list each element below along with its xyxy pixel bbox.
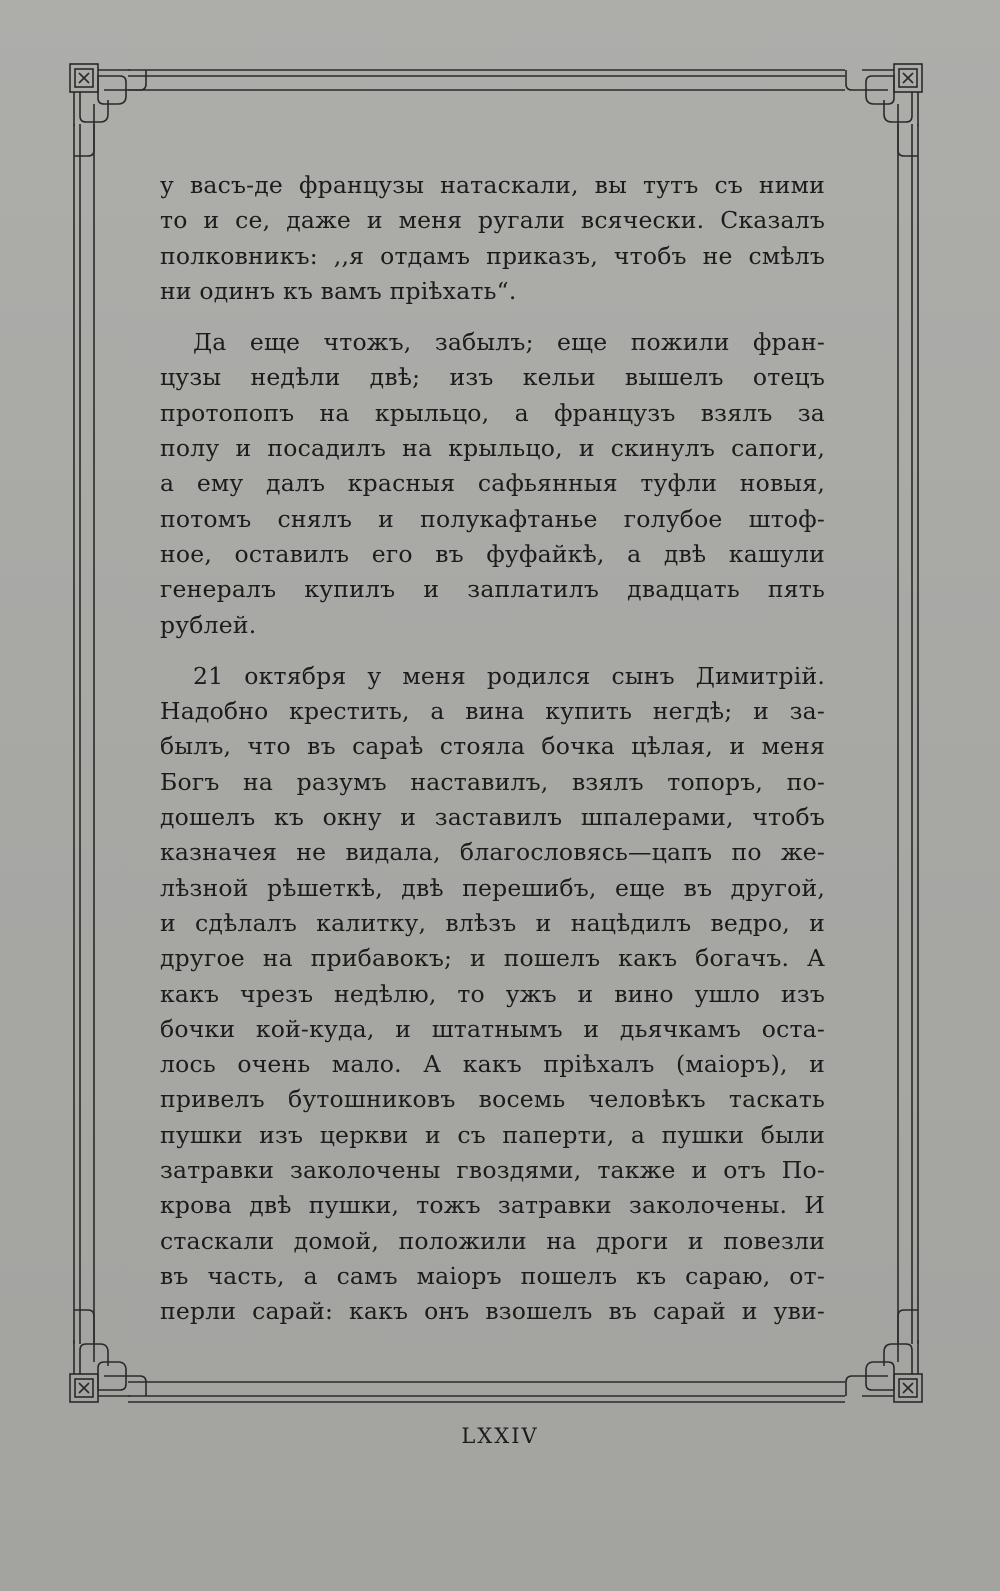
text-line: лѣзной рѣшеткѣ, двѣ перешибъ, еще въ другой, bbox=[160, 873, 825, 902]
text-line: 21 октября у меня родился сынъ Димитрій. bbox=[193, 661, 825, 690]
text-line: перли сарай: какъ онъ взошелъ въ сарай и уви- bbox=[160, 1297, 825, 1326]
page-number: LXXIV bbox=[461, 1424, 539, 1448]
text-line: затравки заколочены гвоздями, также и отъ По- bbox=[160, 1156, 825, 1185]
text-line: ное, оставилъ его въ фуфайкѣ, а двѣ кашули bbox=[160, 539, 825, 568]
text-line: и сдѣлалъ калитку, влѣзъ и нацѣдилъ ведро, и bbox=[160, 908, 825, 937]
text-line: Надобно крестить, а вина купить негдѣ; и за- bbox=[160, 697, 825, 726]
text-line: стаскали домой, положили на дроги и повезли bbox=[160, 1226, 825, 1255]
text-line: привелъ бутошниковъ восемь человѣкъ таскать bbox=[160, 1085, 825, 1114]
text-line: полковникъ: ,,я отдамъ приказъ, чтобъ не смѣлъ bbox=[160, 241, 825, 270]
corner-ornament-icon bbox=[70, 64, 146, 156]
body-text bbox=[160, 168, 825, 1330]
paragraph bbox=[160, 659, 825, 1330]
text-line: бочки кой-куда, и штатнымъ и дьячкамъ оста- bbox=[160, 1014, 825, 1043]
text-line: былъ, что въ сараѣ стояла бочка цѣлая, и меня bbox=[160, 732, 825, 761]
corner-ornament-icon bbox=[846, 1310, 922, 1402]
text-line: потомъ снялъ и полукафтанье голубое штоф- bbox=[160, 504, 825, 533]
text-line: крова двѣ пушки, тожъ затравки заколочены. И bbox=[160, 1191, 825, 1220]
text-line: то и се, даже и меня ругали всячески. Сказалъ bbox=[160, 206, 825, 235]
text-line: другое на прибавокъ; и пошелъ какъ богачъ. А bbox=[160, 944, 825, 973]
text-line: а ему далъ красныя сафьянныя туфли новыя, bbox=[160, 469, 825, 498]
text-line: въ часть, а самъ маіоръ пошелъ къ сараю, от- bbox=[160, 1261, 825, 1290]
text-line: Богъ на разумъ наставилъ, взялъ топоръ, по- bbox=[160, 767, 825, 796]
text-line: протопопъ на крыльцо, а французъ взялъ за bbox=[160, 398, 825, 427]
text-line: цузы недѣли двѣ; изъ кельи вышелъ отецъ bbox=[160, 363, 825, 392]
text-line: ни одинъ къ вамъ пріѣхать“. bbox=[160, 276, 517, 305]
text-line: полу и посадилъ на крыльцо, и скинулъ сапоги, bbox=[160, 434, 825, 463]
corner-ornament-icon bbox=[70, 1310, 146, 1402]
text-line: Да еще чтожъ, забылъ; еще пожили фран- bbox=[193, 328, 825, 357]
text-line: дошелъ къ окну и заставилъ шпалерами, чтобъ bbox=[160, 803, 825, 832]
text-line: казначея не видала, благословясь—цапъ по же- bbox=[160, 838, 825, 867]
paragraph bbox=[160, 168, 825, 309]
text-line: пушки изъ церкви и съ паперти, а пушки были bbox=[160, 1120, 825, 1149]
paragraph bbox=[160, 325, 825, 643]
text-line: рублей. bbox=[160, 610, 257, 639]
text-line: у васъ-де французы натаскали, вы тутъ съ ними bbox=[160, 171, 825, 199]
corner-ornament-icon bbox=[846, 64, 922, 156]
text-line: какъ чрезъ недѣлю, то ужъ и вино ушло изъ bbox=[160, 979, 825, 1008]
text-line: генералъ купилъ и заплатилъ двадцать пять bbox=[160, 575, 825, 604]
text-line: лось очень мало. А какъ пріѣхалъ (маіоръ), и bbox=[160, 1050, 825, 1079]
